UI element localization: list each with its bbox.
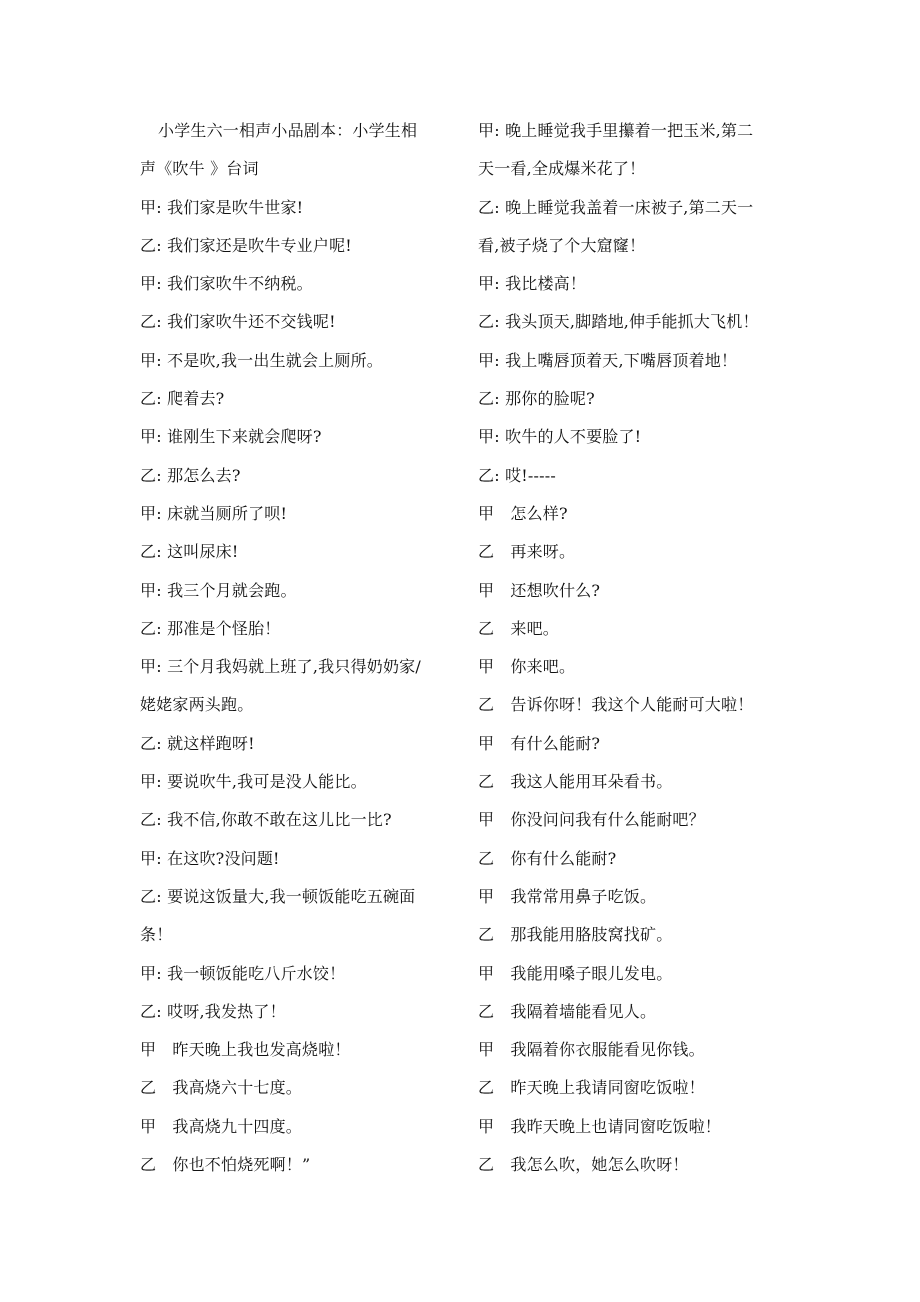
dialogue-line: 乙 你也不怕烧死啊！” (140, 1155, 311, 1175)
dialogue-line: 天一看,全成爆米花了！ (478, 159, 646, 179)
dialogue-line: 甲: 我上嘴唇顶着天,下嘴唇顶着地！ (478, 350, 738, 370)
dialogue-line: 甲 你没问问我有什么能耐吧？ (478, 810, 705, 830)
dialogue-line: 乙 你有什么能耐? (478, 848, 617, 868)
dialogue-line: 甲: 谁刚生下来就会爬呀? (140, 427, 322, 447)
dialogue-line: 乙: 那你的脸呢? (478, 389, 595, 409)
dialogue-line: 甲: 吹牛的人不要脸了! (478, 427, 642, 447)
left-text-column (140, 112, 458, 1184)
dialogue-line: 甲 我昨天晚上也请同窗吃饭啦！ (478, 1116, 722, 1136)
dialogue-line: 甲 有什么能耐? (478, 733, 601, 753)
dialogue-line: 甲 我常常用鼻子吃饭。 (478, 886, 657, 906)
dialogue-line: 甲: 我比楼高！ (478, 274, 587, 294)
dialogue-line: 甲 昨天晚上我也发高烧啦！ (140, 1040, 351, 1060)
dialogue-line: 乙 再来呀。 (478, 542, 576, 562)
dialogue-line: 乙: 哎呀,我发热了！ (140, 1001, 286, 1021)
dialogue-line: 甲 我能用嗓子眼儿发电。 (478, 963, 673, 983)
title-line-1: 小学生六一相声小品剧本：小学生相 (158, 121, 418, 140)
dialogue-line: 甲 还想吹什么? (478, 580, 601, 600)
dialogue-line: 甲 怎么样? (478, 503, 568, 523)
dialogue-line: 甲: 在这吹?没问题! (140, 848, 280, 868)
dialogue-line: 乙: 这叫尿床! (140, 542, 239, 562)
dialogue-line: 乙 昨天晚上我请同窗吃饭啦！ (478, 1078, 705, 1098)
dialogue-line: 甲 你来吧。 (478, 657, 576, 677)
dialogue-line: 乙 告诉你呀！我这个人能耐可大啦！ (478, 695, 754, 715)
dialogue-line: 条！ (140, 925, 173, 945)
dialogue-line: 乙: 我们家吹牛还不交钱呢! (140, 312, 336, 332)
dialogue-line: 乙: 我不信,你敢不敢在这儿比一比? (140, 810, 392, 830)
dialogue-line: 乙: 哎!----- (478, 465, 556, 485)
dialogue-line: 甲: 我们家是吹牛世家! (140, 197, 304, 217)
dialogue-line: 甲: 晚上睡觉我手里攥着一把玉米,第二 (478, 121, 754, 140)
dialogue-line: 甲: 三个月我妈就上班了,我只得奶奶家/ (140, 657, 421, 677)
title-line-2: 声《吹牛 》台词 (140, 159, 259, 179)
dialogue-line: 甲: 我一顿饭能吃八斤水饺！ (140, 963, 346, 983)
dialogue-line: 姥姥家两头跑。 (140, 695, 254, 715)
dialogue-line: 乙 那我能用胳肢窝找矿。 (478, 925, 673, 945)
dialogue-line: 乙: 我头顶天,脚踏地,伸手能抓大飞机！ (478, 312, 759, 332)
dialogue-line: 甲: 不是吹,我一出生就会上厕所。 (140, 350, 383, 370)
dialogue-line: 乙 我这人能用耳朵看书。 (478, 772, 673, 792)
dialogue-line: 乙: 爬着去? (140, 389, 225, 409)
dialogue-line: 乙: 要说这饭量大,我一顿饭能吃五碗面 (140, 886, 416, 906)
dialogue-line: 乙 来吧。 (478, 618, 560, 638)
dialogue-line: 甲: 我们家吹牛不纳税。 (140, 274, 313, 294)
dialogue-line: 甲: 床就当厕所了呗! (140, 503, 288, 523)
dialogue-line: 乙 我怎么吹，她怎么吹呀！ (478, 1155, 689, 1175)
dialogue-line: 乙 我隔着墙能看见人。 (478, 1001, 657, 1021)
dialogue-line: 甲: 我三个月就会跑。 (140, 580, 297, 600)
dialogue-line: 乙: 就这样跑呀! (140, 733, 255, 753)
dialogue-line: 乙: 那准是个怪胎！ (140, 618, 281, 638)
dialogue-line: 看,被子烧了个大窟窿！ (478, 235, 646, 255)
dialogue-line: 甲: 要说吹牛,我可是没人能比。 (140, 772, 367, 792)
dialogue-line: 乙 我高烧六十七度。 (140, 1078, 303, 1098)
right-text-column (478, 112, 788, 1184)
dialogue-line: 乙: 我们家还是吹牛专业户呢! (140, 235, 352, 255)
dialogue-line: 乙: 晚上睡觉我盖着一床被子,第二天一 (478, 197, 754, 217)
dialogue-line: 甲 我高烧九十四度。 (140, 1116, 303, 1136)
dialogue-line: 甲 我隔着你衣服能看见你钱。 (478, 1040, 705, 1060)
dialogue-line: 乙: 那怎么去? (140, 465, 241, 485)
